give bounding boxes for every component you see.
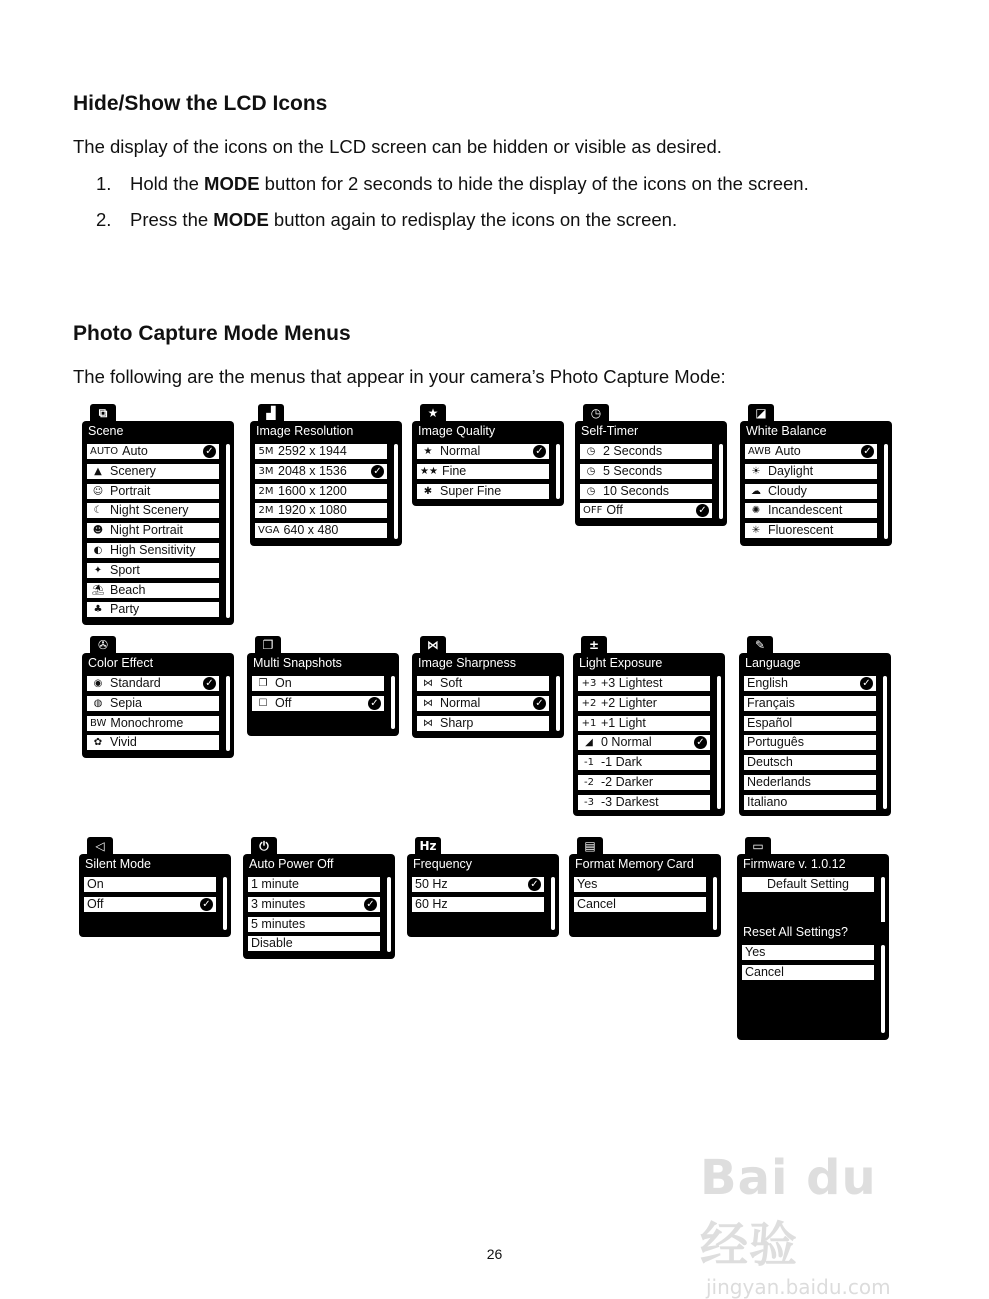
option-icon: ◐ [93, 544, 103, 556]
menu-item-label: 10 Seconds [603, 483, 670, 498]
menu-panel [407, 854, 559, 937]
menu-items [744, 443, 878, 542]
option-icon: ⋈ [423, 697, 433, 709]
menu-panel [412, 421, 564, 506]
option-icon: 5M [258, 446, 274, 457]
scrollbar[interactable] [225, 675, 231, 752]
menu-item-label: 2048 x 1536 [278, 463, 347, 478]
option-icon: +3 [581, 678, 597, 689]
menu-item-label: Normal [440, 695, 481, 710]
menu-item-label: Portrait [110, 483, 151, 498]
menu-item[interactable] [416, 443, 550, 460]
option-icon: -2 [584, 776, 594, 788]
menu-item[interactable] [416, 463, 550, 480]
menu-item[interactable] [577, 734, 711, 751]
menu-item[interactable] [577, 754, 711, 771]
menu-light-exposure [573, 636, 725, 816]
option-icon: +1 [581, 717, 597, 729]
menu-items [416, 443, 550, 502]
menu-item-label: 60 Hz [415, 896, 448, 911]
scrollbar[interactable] [225, 443, 231, 619]
menu-item-label: Sport [110, 562, 140, 577]
menu-item[interactable] [411, 876, 545, 893]
option-icon: AWB [748, 446, 772, 457]
step-bold-mode: MODE [204, 173, 260, 194]
option-icon: ❐ [258, 678, 268, 689]
menu-item-label: On [275, 676, 292, 690]
menu-panel [250, 421, 402, 546]
menu-title: Reset All Settings? [743, 925, 848, 939]
option-icon: 2M [258, 485, 274, 497]
option-icon: ✺ [751, 505, 761, 517]
step-text-pre: Press the [130, 209, 214, 230]
checkmark-icon: ✓ [696, 504, 709, 517]
menu-item-label: Yes [745, 945, 766, 959]
option-icon: ◢ [585, 737, 593, 749]
option-icon: ★ [423, 446, 433, 457]
menu-item-label: Português [747, 735, 804, 750]
menu-item-label: 5 Seconds [603, 463, 663, 478]
menu-item[interactable] [744, 483, 878, 500]
menu-item[interactable] [416, 715, 550, 732]
menu-format-memory-card [569, 837, 721, 937]
menu-language [739, 636, 891, 816]
menu-item-label: -1 Dark [601, 755, 642, 770]
menu-title: White Balance [746, 424, 827, 438]
menu-item-label: -3 Darkest [601, 794, 659, 809]
menu-item-label: Normal [440, 444, 481, 458]
menu-item[interactable] [247, 876, 381, 893]
menu-item[interactable] [743, 715, 877, 732]
checkmark-icon: ✓ [200, 898, 213, 911]
menu-item-label: Fine [441, 463, 467, 478]
menu-panel [575, 421, 727, 526]
menu-image-resolution [250, 404, 402, 546]
menu-item[interactable] [86, 522, 220, 539]
menu-item[interactable] [416, 695, 550, 712]
menu-item[interactable] [577, 675, 711, 692]
watermark-url: jingyan.baidu.com [706, 1275, 891, 1299]
menu-item-label: Español [747, 715, 793, 730]
step-number: 2. [96, 209, 112, 230]
menu-item-label: On [87, 877, 104, 891]
menu-item-label: Off [606, 503, 623, 518]
menu-item[interactable] [86, 542, 220, 559]
menu-item-label: -2 Darker [601, 774, 654, 789]
menu-items [251, 675, 385, 715]
step-2 [96, 209, 677, 231]
menu-item[interactable] [254, 443, 388, 460]
menu-item[interactable] [86, 675, 220, 692]
menu-reset-all-settings [737, 922, 889, 1040]
menu-item[interactable] [86, 715, 220, 732]
option-icon: ◷ [586, 485, 596, 497]
silent-tab-icon: ◁ [87, 837, 113, 856]
checkmark-icon: ✓ [694, 736, 707, 749]
menu-items [254, 443, 388, 542]
menu-item-label: Beach [110, 582, 146, 597]
option-icon: ◍ [93, 697, 103, 709]
whitebalance-tab-icon: ◪ [748, 404, 774, 423]
option-icon: ✦ [93, 564, 103, 576]
menu-items [579, 443, 713, 522]
scrollbar[interactable] [718, 443, 724, 520]
menu-item[interactable] [741, 944, 875, 961]
page-number: 26 [486, 1246, 503, 1262]
menu-item[interactable] [254, 522, 388, 539]
step-bold-mode: MODE [213, 209, 269, 230]
option-icon: ☺ [92, 485, 104, 497]
scrollbar[interactable] [716, 675, 722, 810]
menu-panel [412, 653, 564, 738]
menu-item[interactable] [86, 463, 220, 480]
sharpness-tab-icon: ⋈ [420, 636, 446, 655]
checkmark-icon: ✓ [533, 697, 546, 710]
menu-item[interactable] [579, 463, 713, 480]
multisnap-tab-icon: ❐ [255, 636, 281, 655]
menu-item[interactable] [251, 695, 385, 712]
scrollbar[interactable] [880, 944, 886, 1034]
menu-items [743, 675, 877, 814]
menu-item-label: Deutsch [747, 755, 793, 770]
menu-item[interactable] [744, 502, 878, 519]
menu-item[interactable] [86, 601, 220, 618]
option-icon: ✳ [751, 525, 761, 537]
option-icon: -1 [584, 757, 594, 769]
menu-item[interactable] [743, 695, 877, 712]
menu-items [86, 443, 220, 621]
menu-item[interactable] [86, 562, 220, 579]
menu-item[interactable] [83, 876, 217, 893]
menu-item-label: Sharp [440, 715, 474, 730]
menu-panel [243, 854, 395, 959]
menu-item[interactable] [579, 443, 713, 460]
option-icon: ✿ [93, 737, 103, 749]
frequency-tab-icon: Hz [415, 837, 441, 856]
menu-item[interactable] [247, 916, 381, 933]
menu-item-label: Party [110, 602, 140, 617]
option-icon: ☁ [751, 485, 761, 497]
menu-item-label: Italiano [747, 794, 788, 809]
menu-item-label: 2592 x 1944 [278, 444, 347, 458]
menu-item-label: 2 Seconds [603, 444, 663, 458]
menu-item[interactable] [83, 896, 217, 913]
menu-panel [569, 854, 721, 937]
menu-title: Frequency [413, 857, 473, 871]
menu-item-label: Off [275, 695, 292, 710]
menu-item[interactable] [86, 502, 220, 519]
menu-item[interactable] [86, 582, 220, 599]
menu-items [416, 675, 550, 734]
menu-title: Firmware v. 1.0.12 [743, 857, 846, 871]
menu-item-label: Cancel [577, 896, 616, 911]
scrollbar[interactable] [222, 876, 228, 931]
menu-item-label: 50 Hz [415, 877, 448, 891]
menu-items [741, 944, 875, 984]
menu-item-label: +3 Lightest [601, 676, 663, 690]
option-icon: ★★ [420, 465, 438, 477]
scrollbar[interactable] [555, 443, 561, 500]
menu-title: Color Effect [88, 656, 154, 670]
menu-item[interactable] [251, 675, 385, 692]
menu-item[interactable] [577, 794, 711, 811]
menu-item-label: Yes [577, 877, 598, 891]
scene-tab-icon: ⧉ [90, 404, 116, 423]
menu-item[interactable] [744, 522, 878, 539]
option-icon: ☀ [751, 465, 761, 477]
menu-item[interactable] [254, 483, 388, 500]
menu-panel [737, 922, 889, 1040]
menu-item-label: 1600 x 1200 [278, 483, 347, 498]
menu-item[interactable] [743, 754, 877, 771]
menu-items [83, 876, 217, 916]
menu-item[interactable] [741, 964, 875, 981]
menu-item-label: 1 minute [251, 877, 299, 891]
menu-item-label: Disable [251, 936, 293, 951]
menu-item[interactable] [743, 734, 877, 751]
menu-item-label: Vivid [110, 735, 137, 750]
option-icon: ☾ [93, 505, 103, 517]
scrollbar[interactable] [712, 876, 718, 931]
option-icon: VGA [258, 525, 280, 537]
option-icon: ⋈ [423, 678, 433, 689]
checkmark-icon: ✓ [371, 465, 384, 478]
menu-title: Image Quality [418, 424, 496, 438]
menu-item-label: Off [87, 896, 104, 911]
baidu-watermark [700, 1150, 940, 1299]
step-1 [96, 173, 809, 195]
menu-title: Image Sharpness [418, 656, 516, 670]
menu-title: Auto Power Off [249, 857, 334, 871]
step-text-post: button again to redisplay the icons on the screen. [268, 209, 678, 230]
option-icon: 3M [258, 465, 274, 477]
menu-item[interactable] [577, 774, 711, 791]
menu-title: Multi Snapshots [253, 656, 342, 670]
menu-item-label: 5 minutes [251, 916, 306, 931]
menu-item-label: 3 minutes [251, 896, 306, 911]
menu-item[interactable] [577, 715, 711, 732]
menu-item-label: Soft [440, 676, 463, 690]
menu-panel [739, 653, 891, 816]
menu-item-label: Super Fine [440, 483, 502, 498]
menu-white-balance [740, 404, 892, 546]
menu-item-label: 0 Normal [601, 735, 652, 750]
menu-item[interactable] [573, 876, 707, 893]
menu-item-label: Français [747, 695, 795, 710]
menu-item[interactable] [577, 695, 711, 712]
menu-item-label: +1 Light [601, 715, 646, 730]
menu-title: Language [745, 656, 801, 670]
menu-panel [247, 653, 399, 736]
menu-items [247, 876, 381, 955]
menu-item-label: High Sensitivity [110, 542, 196, 557]
menu-title: Light Exposure [579, 656, 663, 670]
menu-item[interactable] [86, 734, 220, 751]
checkmark-icon: ✓ [533, 445, 546, 458]
option-icon: ⛱ [91, 584, 105, 596]
menu-item-label: 640 x 480 [283, 523, 339, 538]
checkmark-icon: ✓ [861, 445, 874, 458]
option-icon: ☐ [258, 697, 268, 709]
option-icon: ♣ [93, 604, 103, 616]
menu-silent-mode [79, 837, 231, 937]
menu-item-label: Cancel [745, 964, 784, 979]
menu-item[interactable] [743, 774, 877, 791]
menu-item[interactable] [573, 896, 707, 913]
step-number: 1. [96, 173, 112, 194]
menu-item[interactable] [579, 502, 713, 519]
menu-items [741, 876, 875, 896]
coloreffect-tab-icon: ✇ [90, 636, 116, 655]
checkmark-icon: ✓ [203, 677, 216, 690]
checkmark-icon: ✓ [364, 898, 377, 911]
option-icon: -3 [584, 796, 594, 808]
scrollbar[interactable] [555, 675, 561, 732]
menu-item[interactable] [86, 695, 220, 712]
menu-multi-snapshots [247, 636, 399, 736]
menu-items [86, 675, 220, 754]
menu-scene [82, 404, 234, 625]
option-icon: ◷ [586, 465, 596, 477]
menu-item[interactable] [254, 463, 388, 480]
option-icon: ◉ [93, 678, 103, 689]
selftimer-tab-icon: ◷ [583, 404, 609, 423]
menu-item[interactable] [247, 896, 381, 913]
menu-item[interactable] [86, 483, 220, 500]
scrollbar[interactable] [386, 876, 392, 953]
menu-item-label: Auto [775, 444, 801, 458]
scrollbar[interactable] [390, 675, 396, 730]
option-icon: BW [90, 717, 107, 729]
menu-item[interactable] [741, 876, 875, 893]
option-icon: ▲ [94, 465, 102, 477]
resolution-tab-icon: ▟ [258, 404, 284, 423]
menu-image-sharpness [412, 636, 564, 738]
menu-item-label: Standard [110, 676, 161, 690]
menu-item-label: Fluorescent [768, 523, 834, 538]
option-icon: ☻ [92, 525, 104, 537]
menu-item[interactable] [743, 794, 877, 811]
autopower-tab-icon: ⏻ [251, 837, 277, 856]
menu-item-label: Night Portrait [110, 523, 183, 538]
scrollbar[interactable] [883, 443, 889, 540]
menu-item[interactable] [744, 463, 878, 480]
menu-item[interactable] [416, 483, 550, 500]
menu-title: Scene [88, 424, 124, 438]
menu-title: Silent Mode [85, 857, 152, 871]
menu-item-label: Scenery [110, 463, 156, 478]
menu-item-label: English [747, 676, 788, 690]
menu-items [577, 675, 711, 814]
format-tab-icon: ▤ [577, 837, 603, 856]
option-icon: 2M [258, 505, 274, 517]
scrollbar[interactable] [882, 675, 888, 810]
heading-hide-show-icons: Hide/Show the LCD Icons [73, 92, 328, 115]
menu-title: Image Resolution [256, 424, 354, 438]
option-icon: ◷ [586, 446, 596, 457]
menu-item[interactable] [254, 502, 388, 519]
menu-items [411, 876, 545, 916]
menu-title: Self-Timer [581, 424, 639, 438]
checkmark-icon: ✓ [528, 878, 541, 891]
watermark-logo: Bai du 经验 [700, 1150, 877, 1273]
menu-item-label: +2 Lighter [601, 695, 657, 710]
menu-auto-power-off [243, 837, 395, 959]
checkmark-icon: ✓ [368, 697, 381, 710]
option-icon: +2 [581, 697, 597, 709]
menu-item-label: Incandescent [768, 503, 843, 518]
quality-tab-icon: ★ [420, 404, 446, 423]
menu-panel [82, 653, 234, 758]
menu-item[interactable] [744, 443, 878, 460]
menu-frequency [407, 837, 559, 937]
menu-panel [573, 653, 725, 816]
menu-self-timer [575, 404, 727, 526]
step-text-post: button for 2 seconds to hide the display of the icons on the screen. [259, 173, 809, 194]
menu-item-label: Cloudy [768, 483, 807, 498]
scrollbar[interactable] [393, 443, 399, 540]
menu-image-quality [412, 404, 564, 506]
language-tab-icon: ✎ [747, 636, 773, 655]
menu-items [573, 876, 707, 916]
menu-item-label: Monochrome [110, 715, 184, 730]
option-icon: AUTO [90, 446, 119, 457]
step-text-pre: Hold the [130, 173, 205, 194]
firmware-tab-icon: ▭ [745, 837, 771, 856]
menu-item[interactable] [579, 483, 713, 500]
menu-item-label: Auto [122, 444, 148, 458]
menu-item[interactable] [411, 896, 545, 913]
menu-color-effect [82, 636, 234, 758]
intro-paragraph: The display of the icons on the LCD screen can be hidden or visible as desired. [73, 136, 722, 157]
option-icon: ✱ [423, 485, 433, 497]
checkmark-icon: ✓ [860, 677, 873, 690]
menu-item-label: Night Scenery [110, 503, 189, 518]
menu-item-label: Default Setting [767, 877, 849, 891]
intro-paragraph-2: The following are the menus that appear in your camera’s Photo Capture Mode: [73, 366, 726, 387]
scrollbar[interactable] [550, 876, 556, 931]
menu-item-label: 1920 x 1080 [278, 503, 347, 518]
menu-panel [79, 854, 231, 937]
option-icon: OFF [583, 505, 603, 517]
menu-item[interactable] [416, 675, 550, 692]
menu-item-label: Daylight [768, 463, 814, 478]
menu-item[interactable] [247, 935, 381, 952]
menu-title: Format Memory Card [575, 857, 694, 871]
menu-item[interactable] [743, 675, 877, 692]
checkmark-icon: ✓ [203, 445, 216, 458]
menu-item[interactable] [86, 443, 220, 460]
menu-panel [740, 421, 892, 546]
menu-item-label: Sepia [110, 695, 142, 710]
option-icon: ⋈ [423, 717, 433, 729]
exposure-tab-icon: ± [581, 636, 607, 655]
heading-photo-capture-menus: Photo Capture Mode Menus [73, 322, 351, 345]
menu-item-label: Nederlands [747, 774, 811, 789]
menu-panel [82, 421, 234, 625]
